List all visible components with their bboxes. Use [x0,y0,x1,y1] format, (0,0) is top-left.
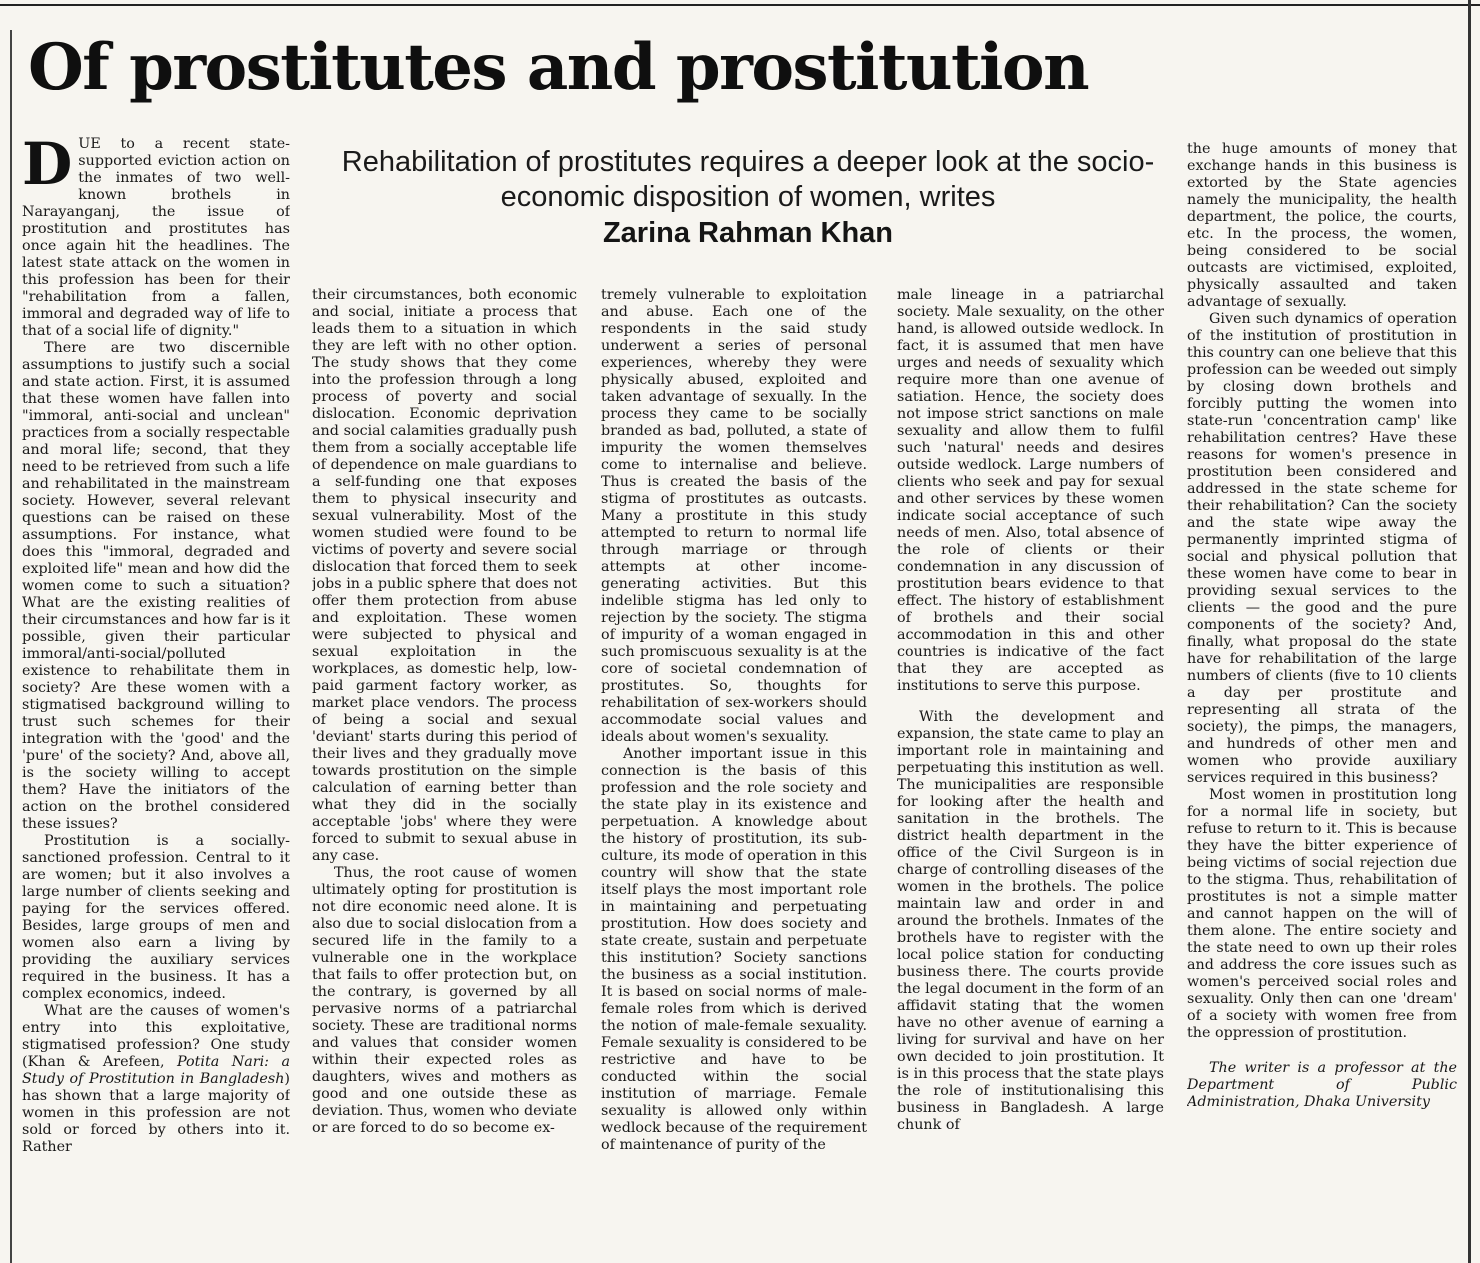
paragraph-text: ) has shown that a large majority of women in this profession are not sold or forced by others into it. Rather [22,1071,290,1155]
left-rule [10,30,12,1263]
column-3 [601,287,867,1235]
paragraph: Given such dynamics of operation of the institution of prostitution in this country can one believe that this profession can be weeded out simply by closing down brothels and forcibly putting the women into state-run 'concentration camp' like rehabilitation centres? Have these reasons for women's presence in prostitution been considered and addressed in the state scheme for their rehabilitation? Can the society and the state wipe away the permanently imprinted stigma of social and physical pollution that these women have come to bear in providing sexual services to the clients — the good and the pure components of the society? And, finally, what proposal do the state have for rehabilitation of the large numbers of clients (five to 10 clients a day per prostitute and representing all strata of the society), the pimps, the managers, and hundreds of other men and women who provide auxiliary services required in this business? [1187,311,1457,786]
paragraph-text: UE to a recent state-supported eviction action on the inmates of two well-known brothels in Narayanganj, the issue of prostitution and prostitutes has once again hit the headlines. The latest state attack on the women in this profession has been for their "rehabilitation from a fallen, immoral and degraded way of life to that of a social life of dignity." [22,136,290,339]
paragraph [22,136,290,340]
deck-text: Rehabilitation of prostitutes requires a deeper look at the socio-economic disposition of women, writes [341,146,1155,213]
paragraph: There are two discernible assumptions to justify such a social and state action. First, it is assumed that these women have fallen into "immoral, anti-social and unclean" practices from a socially respectable and moral life; second, that they need to be retrieved from such a life and rehabilitated in the mainstream society. However, several relevant questions can be raised on these assumptions. For instance, what does this "immoral, degraded and exploited life" mean and how did the women come to such a situation? What are the existing realities of their circumstances and how far is it possible, given their particular immoral/anti-social/polluted existence to rehabilitate them in society? Are these women with a stigmatised background willing to trust such schemes for their integration with the 'good' and the 'pure' of the society? And, above all, is the society willing to accept them? Have the initiators of the action on the brothel considered these issues? [22,340,290,832]
column-2 [312,287,577,1235]
paragraph-text: What are the causes of women's entry into this exploitative, stigmatised profession? One study (Khan & Arefeen, [22,1003,290,1070]
paragraph: Another important issue in this connection is the basis of this profession and the role society and the state play in its existence and perpetuation. A knowledge about the history of prostitution, its sub-culture, its mode of operation in this country will show that the state itself plays the most important role in maintaining and perpetuating prostitution. How does society and state create, sustain and perpetuate this institution? Society sanctions the business as a social institution. It is based on social norms of male-female roles from which is derived the notion of male-female sexuality. Female sexuality is considered to be restrictive and have to be conducted within the social institution of marriage. Female sexuality is allowed only within wedlock because of the requirement of maintenance of purity of the [601,746,867,1153]
column-4 [897,287,1164,1247]
column-1 [22,136,290,1240]
paragraph: the huge amounts of money that exchange hands in this business is extorted by the State agencies namely the municipality, the health department, the police, the courts, etc. In the process, the women, being considered to be social outcasts are victimised, exploited, physically assaulted and taken advantage of sexually. [1187,141,1457,310]
headline: Of prostitutes and prostitution [28,30,1089,105]
right-rule [1468,0,1471,1263]
paragraph: With the development and expansion, the state came to play an important role in maintaining and perpetuating this institution as well. The municipalities are responsible for looking after the health and sanitation in the brothels. The district health department in the office of the Civil Surgeon is in charge of controlling diseases of the women in the brothels. The police maintain law and order in and around the brothels. Inmates of the brothels have to register with the local police station for conducting business there. The courts provide the legal document in the form of an affidavit stating that the women have no other avenue of earning a living for survival and have on her own decided to join prostitution. It is in this process that the state plays the role of institutionalising this business in Bangladesh. A large chunk of [897,709,1164,1133]
paragraph: their circumstances, both economic and social, initiate a process that leads them to a situation in which they are left with no other option. The study shows that they come into the profession through a long process of poverty and social dislocation. Economic deprivation and social calamities gradually push them from a socially acceptable life of dependence on male guardians to a self-funding one that exposes them to physical insecurity and sexual vulnerability. Most of the women studied were found to be victims of poverty and severe social dislocation that forced them to seek jobs in a public sphere that does not offer them protection from abuse and exploitation. These women were subjected to physical and sexual exploitation in the workplaces, as domestic help, low-paid garment factory worker, as market place vendors. The process of being a social and sexual 'deviant' starts during this period of their lives and they gradually move towards prostitution on the simple calculation of earning better than what they did in the socially acceptable 'jobs' where they were forced to submit to sexual abuse in any case. [312,287,577,864]
paragraph: Thus, the root cause of women ultimately opting for prostitution is not dire economic need alone. It is also due to social dislocation from a secured life in the family to a vulnerable one in the workplace that fails to offer protection but, on the contrary, is governed by all pervasive norms of a patriarchal society. These are traditional norms and values that consider women within their expected roles as daughters, wives and mothers as good and one outside these as deviation. Thus, women who deviate or are forced to do so become ex- [312,865,577,1136]
paragraph: tremely vulnerable to exploitation and abuse. Each one of the respondents in the said study underwent a series of personal experiences, whereby they were physically abused, exploited and taken advantage of sexually. In the process they came to be socially branded as bad, polluted, a state of impurity the women themselves come to internalise and believe. Thus is created the basis of the stigma of prostitutes as outcasts. Many a prostitute in this study attempted to return to normal life through marriage or through attempts at other income-generating activities. But this indelible stigma has led only to rejection by the society. The stigma of impurity of a woman engaged in such promiscuous sexuality is at the core of societal condemnation of prostitutes. So, thoughts for rehabilitation of sex-workers should accommodate social values and ideals about women's sexuality. [601,287,867,745]
top-rule [0,4,1480,6]
paragraph: Prostitution is a socially-sanctioned profession. Central to it are women; but it also involves a large number of clients seeking and paying for the services offered. Besides, large groups of men and women also earn a living by providing the auxiliary services required in the business. It has a complex economics, indeed. [22,833,290,1002]
paragraph [22,1003,290,1156]
drop-cap: D [22,136,73,198]
deck [318,145,1178,255]
column-5 [1187,141,1457,1241]
paragraph: Most women in prostitution long for a normal life in society, but refuse to return to it. This is because they have the bitter experience of being victims of social rejection due to the stigma. Thus, rehabilitation of prostitutes is not a simple matter and cannot happen on the will of them alone. The entire society and the state need to own up their roles and address the core issues such as women's perceived social roles and sexuality. Only then can one 'dream' of a society with women free from the oppression of prostitution. [1187,787,1457,1041]
byline: Zarina Rahman Khan [602,217,894,249]
book-title: Potita Nari: a Study of Prostitution in Bangladesh [22,1054,290,1087]
author-note: The writer is a professor at the Department of Public Administration, Dhaka University [1187,1060,1457,1110]
paragraph: male lineage in a patriarchal society. Male sexuality, on the other hand, is allowed outside wedlock. In fact, it is assumed that men have urges and needs of sexuality which require more than one avenue of satiation. Hence, the society does not impose strict sanctions on male sexuality and allow them to fulfil such 'natural' needs and desires outside wedlock. Large numbers of clients who seek and pay for sexual and other services by these women indicate social acceptance of such needs of men. Also, total absence of the role of clients or their condemnation in any discussion of prostitution bears evidence to that effect. The history of establishment of brothels and their social accommodation in this and other countries is indicative of the fact that they are accepted as institutions to serve this purpose. [897,287,1164,694]
